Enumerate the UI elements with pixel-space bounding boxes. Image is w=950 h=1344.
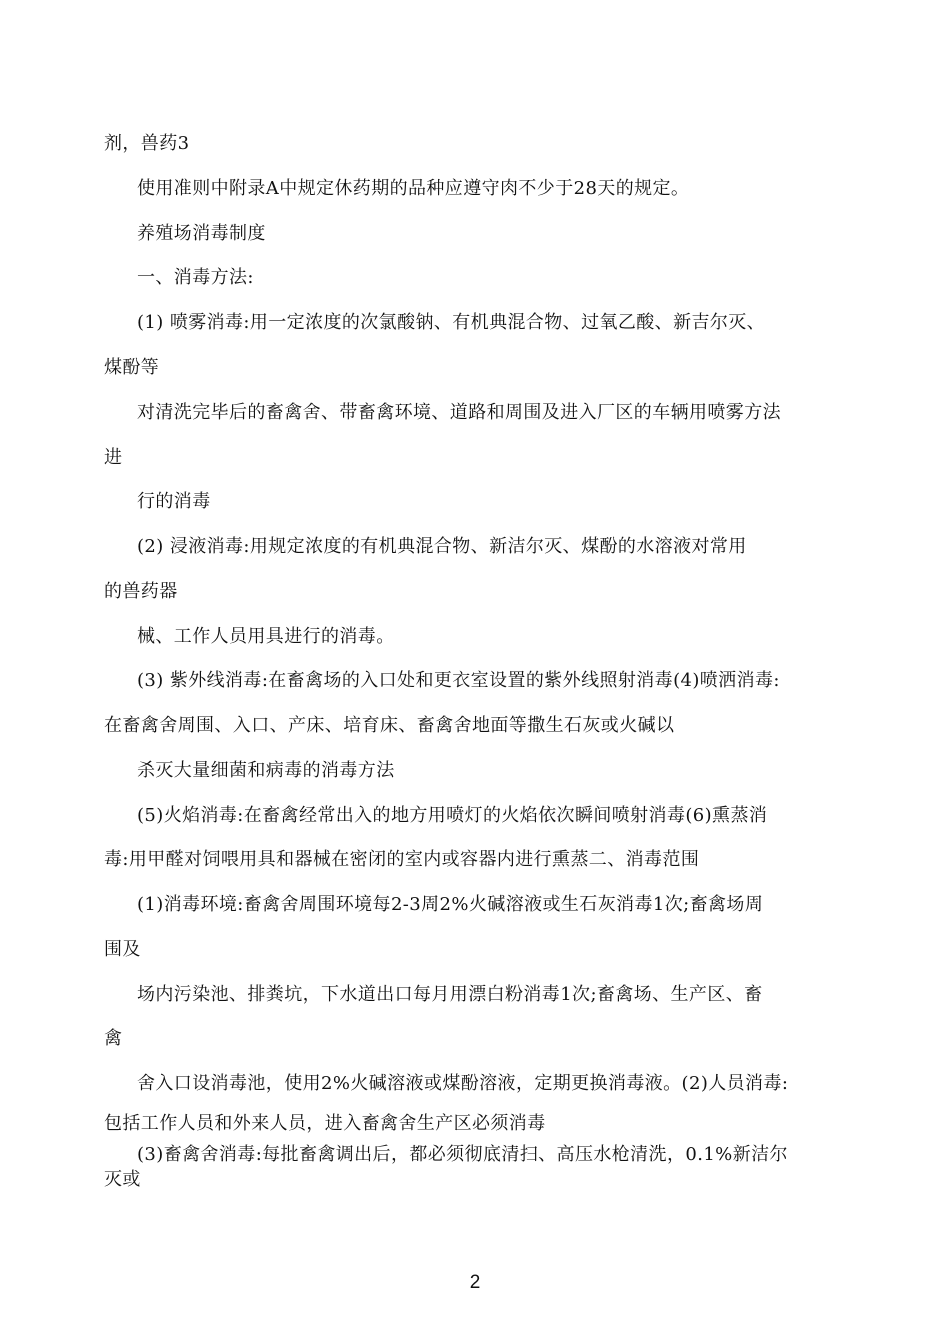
text-line: 杀灭大量细菌和病毒的消毒方法 bbox=[137, 760, 395, 781]
text-line: (2) 浸液消毒:用规定浓度的有机典混合物、新洁尔灭、煤酚的水溶液对常用 bbox=[137, 536, 747, 557]
text-line: 进 bbox=[104, 447, 123, 468]
text-line: 对清洗完毕后的畜禽舍、带畜禽环境、道路和周围及进入厂区的车辆用喷雾方法 bbox=[137, 402, 781, 423]
text-line: 行的消毒 bbox=[137, 491, 211, 512]
text-line: (3)畜禽舍消毒:每批畜禽调出后，都必须彻底清扫、高压水枪清洗，0.1%新洁尔 bbox=[137, 1144, 788, 1165]
text-line: (1)消毒环境:畜禽舍周围环境每2-3周2%火碱溶液或生石灰消毒1次;畜禽场周 bbox=[137, 894, 764, 915]
text-line: 场内污染池、排粪坑，下水道出口每月用漂白粉消毒1次;畜禽场、生产区、畜 bbox=[137, 984, 763, 1005]
text-line: 舍入口设消毒池，使用2%火碱溶液或煤酚溶液，定期更换消毒液。(2)人员消毒: bbox=[137, 1073, 789, 1094]
section-heading: 一、消毒方法: bbox=[137, 267, 254, 288]
text-line: 灭或 bbox=[104, 1169, 141, 1190]
text-line: (1) 喷雾消毒:用一定浓度的次氯酸钠、有机典混合物、过氧乙酸、新吉尔灭、 bbox=[137, 312, 766, 333]
text-line: 煤酚等 bbox=[104, 357, 160, 378]
text-line: 毒:用甲醛对饲喂用具和器械在密闭的室内或容器内进行熏蒸二、消毒范围 bbox=[104, 849, 700, 870]
text-line: 禽 bbox=[104, 1028, 123, 1049]
text-line: (5)火焰消毒:在畜禽经常出入的地方用喷灯的火焰依次瞬间喷射消毒(6)熏蒸消 bbox=[137, 805, 768, 826]
text-line: 在畜禽舍周围、入口、产床、培育床、畜禽舍地面等撒生石灰或火碱以 bbox=[104, 715, 675, 736]
text-line: 围及 bbox=[104, 939, 141, 960]
section-heading: 养殖场消毒制度 bbox=[137, 223, 266, 244]
text-line: 使用准则中附录A中规定休药期的品种应遵守肉不少于28天的规定。 bbox=[137, 178, 690, 199]
text-line: 械、工作人员用具进行的消毒。 bbox=[137, 626, 395, 647]
page-number: 2 bbox=[469, 1272, 481, 1293]
text-line: 的兽药器 bbox=[104, 581, 178, 602]
text-line: 剂，兽药3 bbox=[104, 133, 190, 154]
text-line: 包括工作人员和外来人员，进入畜禽舍生产区必须消毒 bbox=[104, 1113, 546, 1134]
text-line: (3) 紫外线消毒:在畜禽场的入口处和更衣室设置的紫外线照射消毒(4)喷洒消毒: bbox=[137, 670, 780, 691]
